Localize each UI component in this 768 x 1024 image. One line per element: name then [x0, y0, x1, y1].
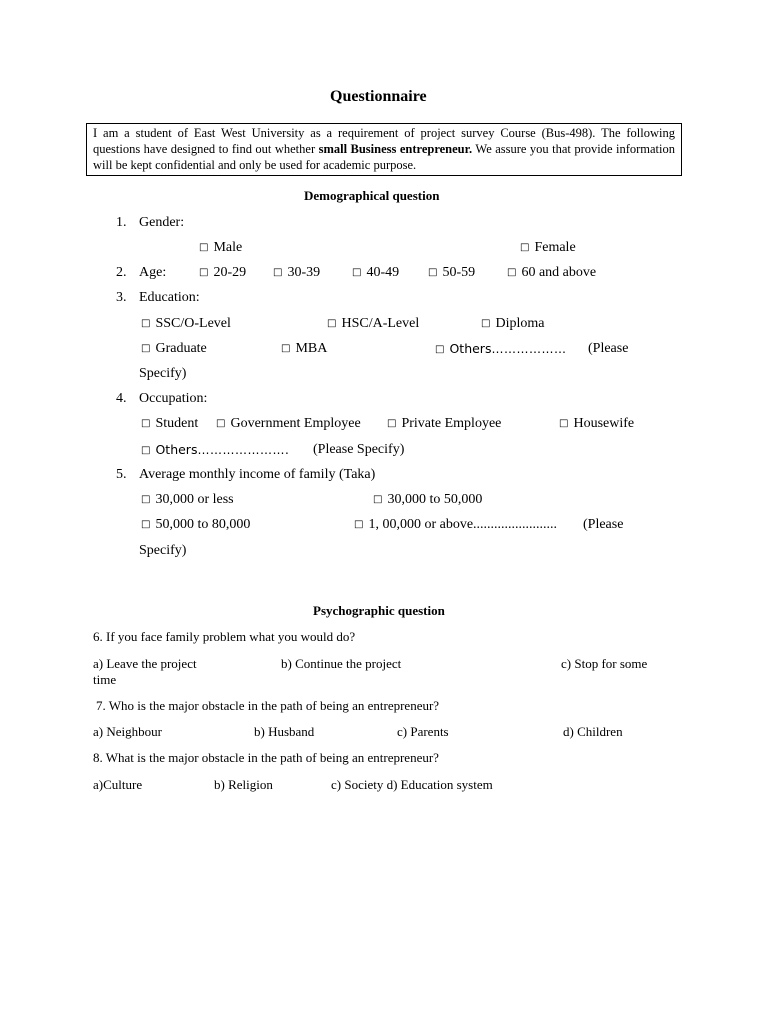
education-option[interactable]: □ Diploma: [481, 316, 545, 331]
q8-option-b[interactable]: b) Religion: [214, 777, 273, 792]
checkbox-icon[interactable]: □: [281, 343, 291, 354]
checkbox-icon[interactable]: □: [387, 418, 397, 429]
q3-number: 3.: [116, 290, 127, 305]
age-option[interactable]: □ 20-29: [199, 265, 247, 280]
q7-option-c[interactable]: c) Parents: [397, 724, 449, 739]
q7-option-b[interactable]: b) Husband: [254, 724, 315, 739]
q2-label: Age:: [139, 265, 167, 280]
checkbox-icon[interactable]: □: [481, 318, 491, 329]
checkbox-icon[interactable]: □: [273, 267, 283, 278]
occupation-others-option[interactable]: □ Others………………….: [141, 442, 290, 457]
checkbox-icon[interactable]: □: [428, 267, 438, 278]
occupation-option[interactable]: □ Private Employee: [387, 416, 502, 431]
q8-text: 8. What is the major obstacle in the path of being an entrepreneur?: [93, 750, 439, 765]
q6-option-a[interactable]: a) Leave the project: [93, 656, 197, 671]
checkbox-icon[interactable]: □: [520, 242, 530, 253]
checkbox-icon[interactable]: □: [216, 418, 226, 429]
education-others-option[interactable]: □ Others………………: [435, 341, 567, 356]
income-option[interactable]: □ 1, 00,000 or above........................: [354, 517, 558, 532]
others-fill-line[interactable]: ………………: [491, 342, 567, 356]
income-please: (Please: [583, 517, 624, 532]
occupation-please-specify: (Please Specify): [313, 442, 405, 457]
checkbox-icon[interactable]: □: [354, 519, 364, 530]
age-option[interactable]: □ 30-39: [273, 265, 321, 280]
q6-text: 6. If you face family problem what you would do?: [93, 629, 356, 644]
checkbox-icon[interactable]: □: [352, 267, 362, 278]
psychographic-heading: Psychographic question: [313, 603, 445, 618]
education-option[interactable]: □ Graduate: [141, 341, 207, 356]
education-option[interactable]: □ MBA: [281, 341, 328, 356]
income-option[interactable]: □ 30,000 to 50,000: [373, 492, 483, 507]
occupation-option[interactable]: □ Government Employee: [216, 416, 361, 431]
q6-option-c-cont: time: [93, 672, 117, 687]
gender-female-option[interactable]: □ Female: [520, 240, 576, 255]
q5-number: 5.: [116, 467, 127, 482]
education-option[interactable]: □ HSC/A-Level: [327, 316, 420, 331]
checkbox-icon[interactable]: □: [141, 519, 151, 530]
checkbox-icon[interactable]: □: [199, 242, 209, 253]
q5-label: Average monthly income of family (Taka): [139, 467, 376, 482]
others-fill-line[interactable]: ………………….: [197, 443, 290, 457]
checkbox-icon[interactable]: □: [559, 418, 569, 429]
q1-number: 1.: [116, 215, 127, 230]
q2-number: 2.: [116, 265, 127, 280]
checkbox-icon[interactable]: □: [141, 445, 151, 456]
income-option[interactable]: □ 50,000 to 80,000: [141, 517, 251, 532]
age-option[interactable]: □ 40-49: [352, 265, 400, 280]
q4-number: 4.: [116, 391, 127, 406]
intro-text-2: We assure you that provide information will be kept confidential and only be used for academic purpose.: [93, 142, 675, 172]
education-please: (Please: [588, 341, 629, 356]
q7-option-a[interactable]: a) Neighbour: [93, 724, 162, 739]
education-specify: Specify): [139, 366, 187, 381]
age-option[interactable]: □ 60 and above: [507, 265, 597, 280]
education-option[interactable]: □ SSC/O-Level: [141, 316, 231, 331]
checkbox-icon[interactable]: □: [327, 318, 337, 329]
gender-male-option[interactable]: □ Male: [199, 240, 243, 255]
q6-option-b[interactable]: b) Continue the project: [281, 656, 402, 671]
checkbox-icon[interactable]: □: [141, 318, 151, 329]
q4-label: Occupation:: [139, 391, 208, 406]
occupation-option[interactable]: □ Housewife: [559, 416, 635, 431]
checkbox-icon[interactable]: □: [373, 494, 383, 505]
page-title: Questionnaire: [330, 88, 427, 105]
checkbox-icon[interactable]: □: [141, 494, 151, 505]
intro-text-1: I am a student of East West University as a requirement of project survey Course (Bus-498). The following questions have designed to find out whether: [93, 126, 675, 156]
checkbox-icon[interactable]: □: [435, 344, 445, 355]
demographic-heading: Demographical question: [304, 188, 440, 203]
age-option[interactable]: □ 50-59: [428, 265, 476, 280]
income-option[interactable]: □ 30,000 or less: [141, 492, 234, 507]
income-specify: Specify): [139, 543, 187, 558]
q7-text: 7. Who is the major obstacle in the path of being an entrepreneur?: [96, 698, 440, 713]
q8-option-a[interactable]: a)Culture: [93, 777, 143, 792]
intro-bold: small Business entrepreneur.: [318, 142, 473, 156]
checkbox-icon[interactable]: □: [141, 343, 151, 354]
q7-option-d[interactable]: d) Children: [563, 724, 623, 739]
q6-option-c[interactable]: c) Stop for some: [561, 656, 648, 671]
occupation-option[interactable]: □ Student: [141, 416, 199, 431]
q3-label: Education:: [139, 290, 200, 305]
q1-label: Gender:: [139, 215, 185, 230]
checkbox-icon[interactable]: □: [199, 267, 209, 278]
checkbox-icon[interactable]: □: [507, 267, 517, 278]
intro-box: [86, 123, 682, 176]
q8-option-c[interactable]: c) Society d) Education system: [331, 777, 493, 792]
checkbox-icon[interactable]: □: [141, 418, 151, 429]
